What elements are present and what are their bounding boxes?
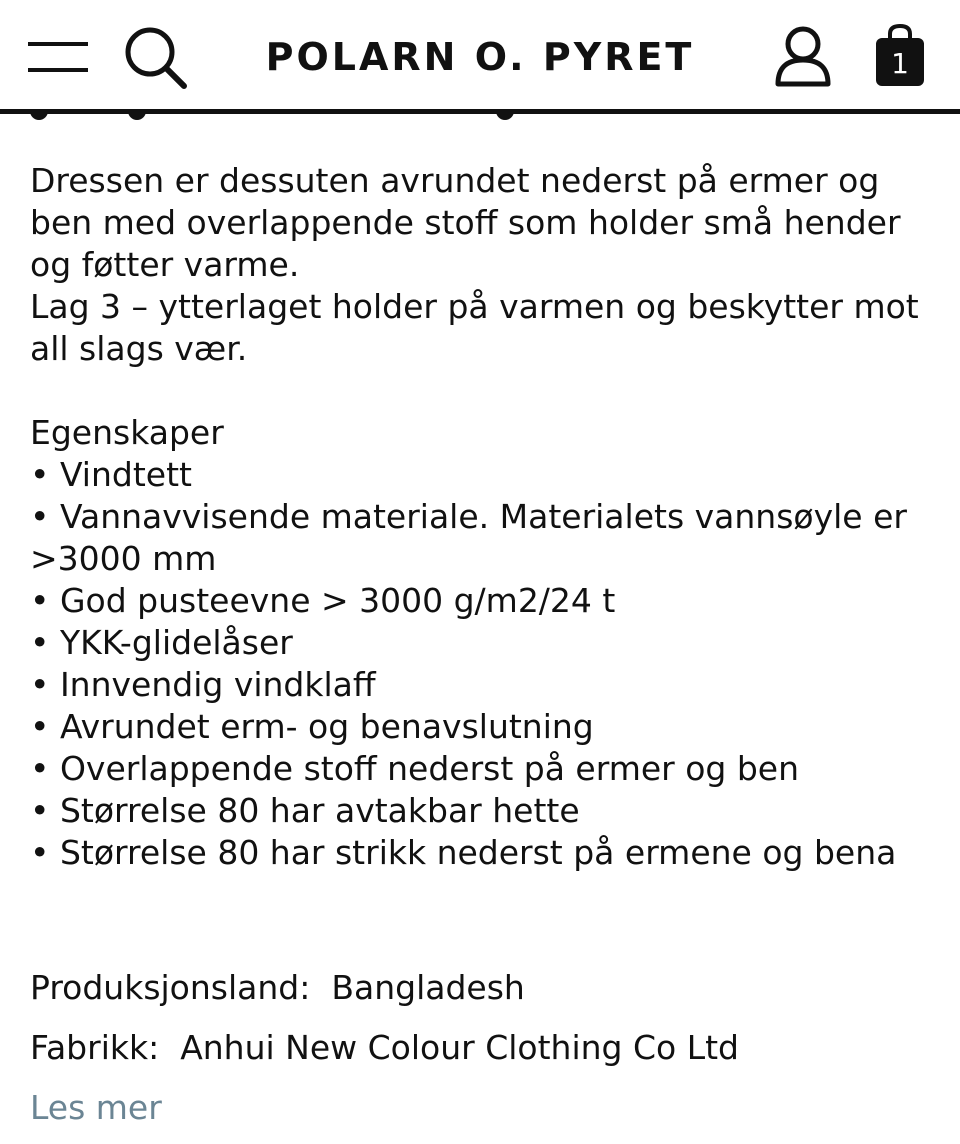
search-icon[interactable]: [122, 24, 188, 90]
product-description: [30, 160, 950, 1138]
properties-heading: Egenskaper: [30, 413, 224, 452]
brand-logo[interactable]: POLARN O. PYRET: [265, 35, 695, 79]
properties-list: [30, 454, 950, 874]
account-icon[interactable]: [772, 24, 834, 88]
factory-row: [30, 1018, 950, 1078]
property-item: • Vindtett: [30, 455, 192, 494]
clipped-previous-text: [0, 114, 960, 128]
production-country-label: Produksjonsland:: [30, 968, 311, 1007]
read-more-link[interactable]: Les mer: [30, 1088, 162, 1127]
description-paragraph: Lag 3 – ytterlaget holder på varmen og beskytter mot all slags vær.: [30, 287, 919, 368]
property-item: • Avrundet erm- og benavslutning: [30, 707, 594, 746]
production-country-row: [30, 958, 950, 1018]
property-item: • Størrelse 80 har strikk nederst på ermene og bena: [30, 833, 897, 872]
cart-button[interactable]: [874, 24, 926, 88]
site-header: [0, 0, 960, 114]
property-item: • Vannavvisende materiale. Materialets vannsøyle er >3000 mm: [30, 497, 907, 578]
property-item: • God pusteevne > 3000 g/m2/24 t: [30, 581, 616, 620]
production-country-value: Bangladesh: [331, 968, 525, 1007]
property-item: • YKK-glidelåser: [30, 623, 293, 662]
cart-count-badge: 1: [891, 47, 909, 80]
factory-label: Fabrikk:: [30, 1028, 160, 1067]
property-item: • Innvendig vindklaff: [30, 665, 376, 704]
property-item: • Overlappende stoff nederst på ermer og ben: [30, 749, 800, 788]
description-paragraph: Dressen er dessuten avrundet nederst på ermer og ben med overlappende stoff som holder små hender og føtter varme.: [30, 161, 901, 284]
factory-value: Anhui New Colour Clothing Co Ltd: [180, 1028, 739, 1067]
property-item: • Størrelse 80 har avtakbar hette: [30, 791, 580, 830]
hamburger-menu-icon[interactable]: [28, 40, 90, 74]
